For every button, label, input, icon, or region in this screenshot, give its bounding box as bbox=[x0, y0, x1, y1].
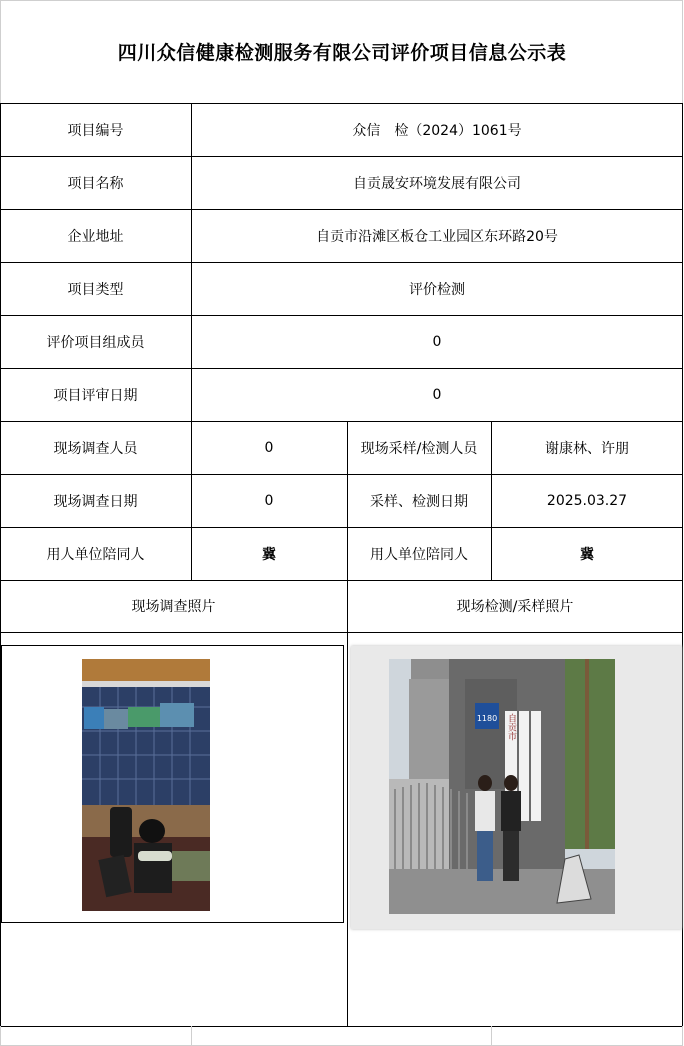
value-survey-date: 0 bbox=[264, 492, 274, 509]
label-companion: 用人单位陪同人 bbox=[46, 546, 145, 563]
label-survey-date: 现场调查日期 bbox=[53, 493, 138, 510]
label-type: 项目类型 bbox=[67, 281, 124, 298]
sampling-photo bbox=[389, 659, 615, 914]
label-sampling-date: 采样、检测日期 bbox=[370, 493, 468, 510]
sampling-photo-label: 现场检测/采样照片 bbox=[456, 599, 574, 615]
survey-photo bbox=[82, 659, 210, 911]
value-survey-staff: 0 bbox=[264, 439, 274, 456]
value-project-name: 自贡晟安环境发展有限公司 bbox=[353, 175, 521, 192]
label-members: 评价项目组成员 bbox=[46, 334, 145, 351]
page-title: 四川众信健康检测服务有限公司评价项目信息公示表 bbox=[117, 42, 567, 64]
label-companion-2: 用人单位陪同人 bbox=[370, 546, 468, 563]
gate-sign: 自贡市 bbox=[506, 713, 516, 741]
value-sampling-staff: 谢康林、许朋 bbox=[545, 440, 629, 457]
value-companion-2: 冀 bbox=[580, 546, 594, 563]
value-companion: 冀 bbox=[262, 546, 276, 563]
value-members: 0 bbox=[432, 333, 442, 350]
value-project-no: 众信 检（2024）1061号 bbox=[352, 122, 522, 139]
survey-photo-label: 现场调查照片 bbox=[131, 599, 216, 615]
label-sampling-staff: 现场采样/检测人员 bbox=[360, 440, 478, 457]
label-project-no: 项目编号 bbox=[67, 122, 124, 139]
label-address: 企业地址 bbox=[67, 228, 124, 245]
label-survey-staff: 现场调查人员 bbox=[53, 440, 138, 457]
gate-plate: 1180 bbox=[476, 714, 498, 723]
value-review-date: 0 bbox=[432, 386, 442, 403]
value-address: 自贡市沿滩区板仓工业园区东环路20号 bbox=[316, 228, 558, 245]
value-sampling-date: 2025.03.27 bbox=[546, 492, 628, 509]
label-project-name: 项目名称 bbox=[67, 175, 124, 192]
value-type: 评价检测 bbox=[409, 281, 465, 298]
label-review-date: 项目评审日期 bbox=[53, 387, 138, 404]
